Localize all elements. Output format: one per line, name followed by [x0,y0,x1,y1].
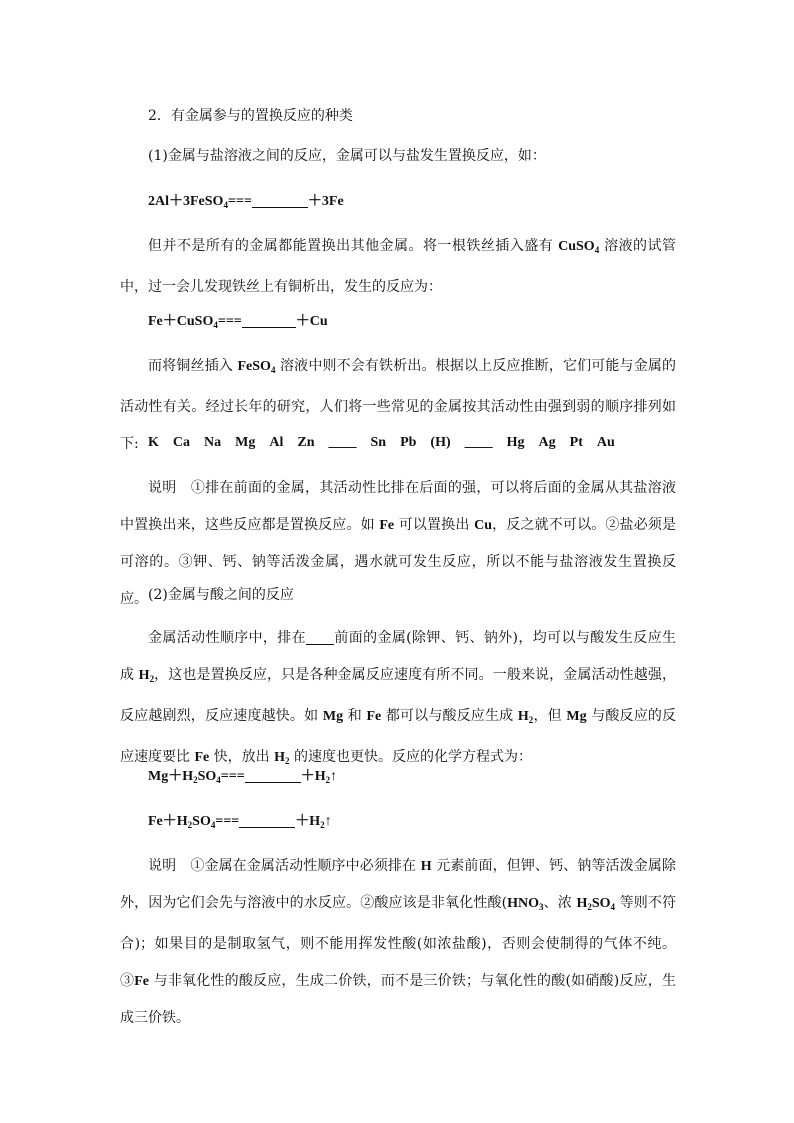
paragraph-3: 金属活动性顺序中，排在 前面的金属(除钾、钙、钠外)，均可以与酸发生反应生成 $H_2$，这也是置换反应，只是各种金属反应速度有所不同。一般来说，金属活动性越强，反应越剧烈，反应速度越快。如 Mg 和 Fe 都可以与酸反应生成 $H_2$，但 Mg 与酸反应的反应速度要比 Fe 快，放出 $H_2$ 的速度也更快。反应的化学方程式为： [120,630,677,766]
subsection-title-1: (1)金属与盐溶液之间的反应，金属可以与盐发生置换反应，如： [148,148,546,164]
equation-2: Fe＋CuSO$_4$=== ＋Cu [148,314,328,330]
equation-1: 2Al＋3FeSO$_4$=== ＋3Fe [148,194,344,210]
answer-blank[interactable] [252,193,308,208]
paragraph-2: 而将铜丝插入 FeSO$_4$ 溶液中则不会有铁析出。根据以上反应推断，它们可能与金属的活动性有关。经过长年的研究，人们将一些常见的金属按其活动性由强到弱的顺序排列如下: [120,358,676,452]
series-blank-2[interactable]: ____ [464,435,493,450]
equation-4: $Fe+H_2SO_4===$ $+H_2↑$ [148,814,332,830]
section-heading: 2．有金属参与的置换反应的种类 [148,108,353,124]
paragraph-1: 但并不是所有的金属都能置换出其他金属。将一根铁丝插入盛有 CuSO$_4$ 溶液的试管中，过一会儿发现铁丝上有铜析出，发生的反应为： [120,238,676,295]
activity-series: K Ca Na Mg Al Zn ____ Sn Pb (H) ____ Hg Ag Pt Au [148,435,615,450]
note-2: 说明 ①金属在金属活动性顺序中必须排在 H 元素前面，但钾、钙、钠等活泼金属除外，因为它们会先与溶液中的水反应。②酸应该是非氧化性酸($HNO_3$、浓 $H_2SO_4$ 等则不符合)；如果目的是制取氢气，则不能用挥发性酸(如浓盐酸)，否则会使制得的气体不纯。③Fe 与非氧化性的酸反应，生成二价铁，而不是三价铁；与氧化性的酸(如硝酸)反应，生成三价铁。 [120,858,677,1026]
subsection-title-2: (2)金属与酸之间的反应 [148,587,294,603]
answer-blank[interactable] [245,768,301,783]
answer-blank[interactable] [306,630,334,645]
equation-3: $Mg+H_2SO_4===$ $+H_2↑$ [148,769,338,785]
note-1: 说明 ①排在前面的金属，其活动性比排在后面的强，可以将后面的金属从其盐溶液中置换出来，这些反应都是置换反应。如 Fe 可以置换出 Cu，反之就不可以。②盐必须是可溶的。③钾、钙、钠等活泼金属，遇水就可发生反应，所以不能与盐溶液发生置换反应。 [120,480,677,607]
answer-blank[interactable] [242,313,296,328]
series-blank-1[interactable]: ____ [328,435,357,450]
answer-blank[interactable] [239,813,295,828]
